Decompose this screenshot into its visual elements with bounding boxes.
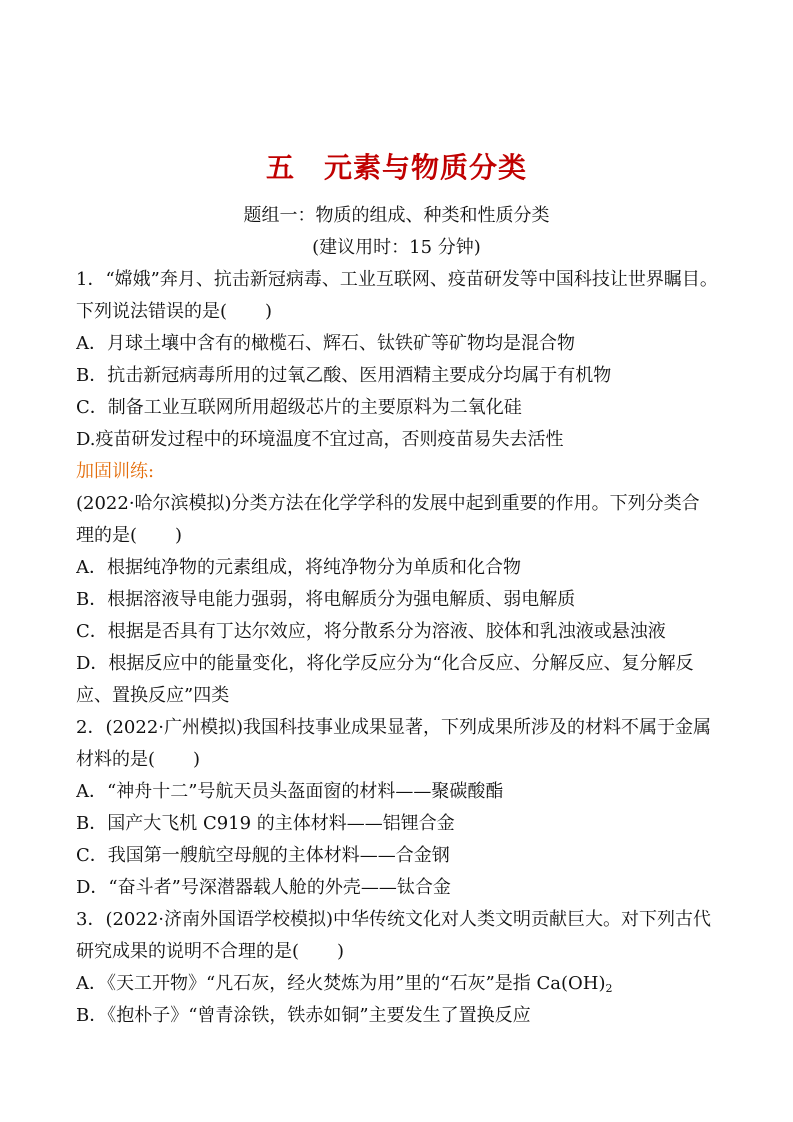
- training-stem-text: 理的是(: [76, 525, 138, 546]
- suggested-time: (建议用时：15 分钟): [312, 237, 481, 258]
- q2-stem-text: 材料的是(: [76, 749, 156, 770]
- q1-stem-text: 下列说法错误的是(: [76, 301, 228, 322]
- training-option-d-line1: D．根据反应中的能量变化，将化学反应分为“化合反应、分解反应、复分解反: [76, 653, 694, 674]
- training-label: 加固训练:: [76, 461, 155, 482]
- q2-option-d: D．“奋斗者”号深潜器载人舱的外壳——钛合金: [76, 877, 451, 898]
- q3-option-a-text: A．《天工开物》“凡石灰，经火焚炼为用”里的“石灰”是指 Ca(OH): [76, 973, 606, 994]
- q1-option-b: B．抗击新冠病毒所用的过氧乙酸、医用酒精主要成分均属于有机物: [76, 365, 612, 386]
- q1-option-a: A．月球土壤中含有的橄榄石、辉石、钛铁矿等矿物均是混合物: [76, 333, 575, 354]
- q1-option-c: C．制备工业互联网所用超级芯片的主要原料为二氧化硅: [76, 397, 522, 418]
- q2-option-b: B．国产大飞机 C919 的主体材料——铝锂合金: [76, 813, 455, 834]
- q3-option-b: B．《抱朴子》“曾青涂铁，铁赤如铜”主要发生了置换反应: [76, 1005, 531, 1026]
- training-stem-line1: (2022·哈尔滨模拟)分类方法在化学学科的发展中起到重要的作用。下列分类合: [76, 493, 700, 514]
- q1-stem-line2: [76, 296, 726, 328]
- training-stem-close: ): [175, 525, 183, 546]
- q2-stem-line2: [76, 744, 726, 776]
- q2-stem-line1: 2．(2022·广州模拟)我国科技事业成果显著，下列成果所涉及的材料不属于金属: [76, 717, 712, 738]
- q3-stem-text: 研究成果的说明不合理的是(: [76, 941, 300, 962]
- q3-option-a: [76, 968, 726, 1000]
- q1-stem-close: ): [265, 301, 273, 322]
- q2-option-a: A．“神舟十二”号航天员头盔面窗的材料——聚碳酸酯: [76, 781, 504, 802]
- q3-option-a-subscript: 2: [605, 982, 613, 995]
- q2-stem-close: ): [193, 749, 201, 770]
- q1-stem-line1: 1．“嫦娥”奔月、抗击新冠病毒、工业互联网、疫苗研发等中国科技让世界瞩目。: [76, 269, 718, 290]
- page-title: 五 元素与物质分类: [265, 151, 527, 184]
- q2-option-c: C．我国第一艘航空母舰的主体材料——合金钢: [76, 845, 450, 866]
- q3-stem-line1: 3．(2022·济南外国语学校模拟)中华传统文化对人类文明贡献巨大。对下列古代: [76, 909, 712, 930]
- training-option-a: A．根据纯净物的元素组成，将纯净物分为单质和化合物: [76, 557, 521, 578]
- question-list: [76, 264, 726, 1032]
- q3-stem-close: ): [337, 941, 345, 962]
- question-group-heading: 题组一：物质的组成、种类和性质分类: [243, 205, 550, 226]
- q1-option-d: D.疫苗研发过程中的环境温度不宜过高，否则疫苗易失去活性: [76, 429, 564, 450]
- q3-stem-line2: [76, 936, 726, 968]
- training-option-c: C．根据是否具有丁达尔效应，将分散系分为溶液、胶体和乳浊液或悬浊液: [76, 621, 666, 642]
- training-option-d-line2: 应、置换反应”四类: [76, 685, 230, 706]
- training-stem-line2: [76, 520, 726, 552]
- training-option-b: B．根据溶液导电能力强弱，将电解质分为强电解质、弱电解质: [76, 589, 576, 610]
